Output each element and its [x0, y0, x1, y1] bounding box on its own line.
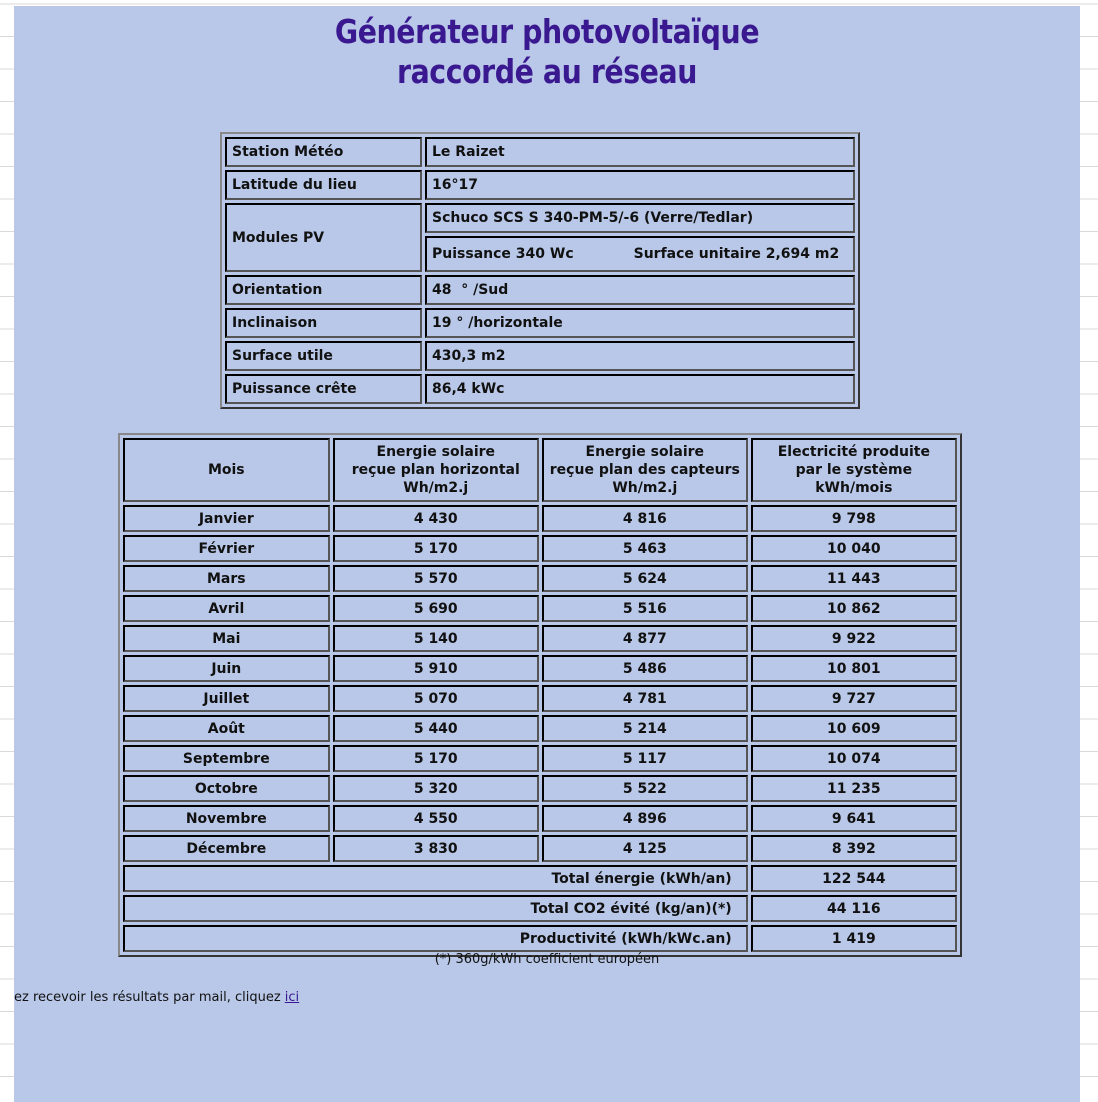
horizontal-energy-cell: 5 170 — [333, 535, 539, 562]
table-row — [123, 565, 957, 592]
electricity-cell: 9 798 — [751, 505, 957, 532]
info-row-station — [225, 137, 855, 167]
horizontal-energy-cell: 5 320 — [333, 775, 539, 802]
panel-energy-cell: 5 214 — [542, 715, 748, 742]
horizontal-energy-cell: 5 140 — [333, 625, 539, 652]
info-row-surface — [225, 341, 855, 371]
table-row — [123, 805, 957, 832]
modules-surface: Surface unitaire 2,694 m2 — [633, 246, 840, 262]
table-row — [123, 625, 957, 652]
modules-power: Puissance 340 Wc — [432, 246, 574, 262]
info-row-latitude — [225, 170, 855, 200]
month-cell: Août — [123, 715, 330, 742]
table-row — [123, 745, 957, 772]
total-label: Productivité (kWh/kWc.an) — [123, 925, 748, 952]
info-row-puissance — [225, 374, 855, 404]
horizontal-energy-cell: 5 570 — [333, 565, 539, 592]
horizontal-energy-cell: 4 430 — [333, 505, 539, 532]
table-row — [123, 775, 957, 802]
electricity-cell: 8 392 — [751, 835, 957, 862]
header-mois: Mois — [123, 438, 330, 502]
modules-label: Modules PV — [225, 203, 422, 272]
horizontal-energy-cell: 4 550 — [333, 805, 539, 832]
total-value: 1 419 — [751, 925, 957, 952]
electricity-cell: 9 641 — [751, 805, 957, 832]
table-row — [123, 655, 957, 682]
month-cell: Décembre — [123, 835, 330, 862]
month-cell: Novembre — [123, 805, 330, 832]
panel-energy-cell: 4 816 — [542, 505, 748, 532]
latitude-value: 16°17 — [425, 170, 855, 200]
panel-energy-cell: 4 125 — [542, 835, 748, 862]
latitude-label: Latitude du lieu — [225, 170, 422, 200]
table-row — [123, 715, 957, 742]
panel-energy-cell: 5 624 — [542, 565, 748, 592]
panel-energy-cell: 5 516 — [542, 595, 748, 622]
header-electricite: Electricité produite par le système kWh/mois — [751, 438, 957, 502]
electricity-cell: 10 074 — [751, 745, 957, 772]
month-cell: Septembre — [123, 745, 330, 772]
month-cell: Janvier — [123, 505, 330, 532]
total-value: 44 116 — [751, 895, 957, 922]
monthly-production-table — [118, 433, 962, 957]
horizontal-energy-cell: 5 070 — [333, 685, 539, 712]
panel-energy-cell: 5 486 — [542, 655, 748, 682]
surface-value: 430,3 m2 — [425, 341, 855, 371]
electricity-cell: 10 609 — [751, 715, 957, 742]
title-line-1: Générateur photovoltaïque — [334, 12, 760, 51]
page-title — [89, 12, 1006, 92]
header-capteurs: Energie solaire reçue plan des capteurs Wh/m2.j — [542, 438, 748, 502]
month-cell: Juin — [123, 655, 330, 682]
month-cell: Octobre — [123, 775, 330, 802]
modules-model: Schuco SCS S 340-PM-5/-6 (Verre/Tedlar) — [425, 203, 855, 233]
electricity-cell: 11 443 — [751, 565, 957, 592]
surface-label: Surface utile — [225, 341, 422, 371]
total-row — [123, 865, 957, 892]
puissance-label: Puissance crête — [225, 374, 422, 404]
station-value: Le Raizet — [425, 137, 855, 167]
panel-energy-cell: 5 463 — [542, 535, 748, 562]
total-row — [123, 895, 957, 922]
panel-energy-cell: 4 896 — [542, 805, 748, 832]
table-row — [123, 685, 957, 712]
results-panel — [14, 6, 1080, 1102]
electricity-cell: 10 040 — [751, 535, 957, 562]
info-row-orientation — [225, 275, 855, 305]
installation-info-table — [220, 132, 860, 409]
inclinaison-label: Inclinaison — [225, 308, 422, 338]
total-label: Total énergie (kWh/an) — [123, 865, 748, 892]
horizontal-energy-cell: 5 440 — [333, 715, 539, 742]
info-row-inclinaison — [225, 308, 855, 338]
info-row-modules — [225, 203, 855, 233]
total-value: 122 544 — [751, 865, 957, 892]
table-header-row — [123, 438, 957, 502]
table-row — [123, 835, 957, 862]
horizontal-energy-cell: 5 170 — [333, 745, 539, 772]
title-line-2: raccordé au réseau — [397, 52, 697, 91]
panel-energy-cell: 5 522 — [542, 775, 748, 802]
horizontal-energy-cell: 5 910 — [333, 655, 539, 682]
electricity-cell: 11 235 — [751, 775, 957, 802]
inclinaison-value: 19 ° /horizontale — [425, 308, 855, 338]
puissance-value: 86,4 kWc — [425, 374, 855, 404]
total-row — [123, 925, 957, 952]
mail-results-line — [14, 990, 299, 1005]
horizontal-energy-cell: 3 830 — [333, 835, 539, 862]
mail-link[interactable]: ici — [284, 990, 300, 1005]
month-cell: Avril — [123, 595, 330, 622]
table-row — [123, 535, 957, 562]
electricity-cell: 10 801 — [751, 655, 957, 682]
month-cell: Juillet — [123, 685, 330, 712]
horizontal-energy-cell: 5 690 — [333, 595, 539, 622]
total-label: Total CO2 évité (kg/an)(*) — [123, 895, 748, 922]
header-horizontal: Energie solaire reçue plan horizontal Wh/m2.j — [333, 438, 539, 502]
month-cell: Mai — [123, 625, 330, 652]
modules-specs — [425, 236, 855, 272]
month-cell: Mars — [123, 565, 330, 592]
electricity-cell: 10 862 — [751, 595, 957, 622]
orientation-value: 48 ° /Sud — [425, 275, 855, 305]
table-row — [123, 595, 957, 622]
electricity-cell: 9 922 — [751, 625, 957, 652]
panel-energy-cell: 4 877 — [542, 625, 748, 652]
mail-text: ez recevoir les résultats par mail, cliquez — [14, 990, 285, 1005]
panel-energy-cell: 4 781 — [542, 685, 748, 712]
station-label: Station Météo — [225, 137, 422, 167]
month-cell: Février — [123, 535, 330, 562]
table-row — [123, 505, 957, 532]
electricity-cell: 9 727 — [751, 685, 957, 712]
panel-energy-cell: 5 117 — [542, 745, 748, 772]
co2-footnote: (*) 360g/kWh coefficient européen — [434, 952, 660, 967]
orientation-label: Orientation — [225, 275, 422, 305]
